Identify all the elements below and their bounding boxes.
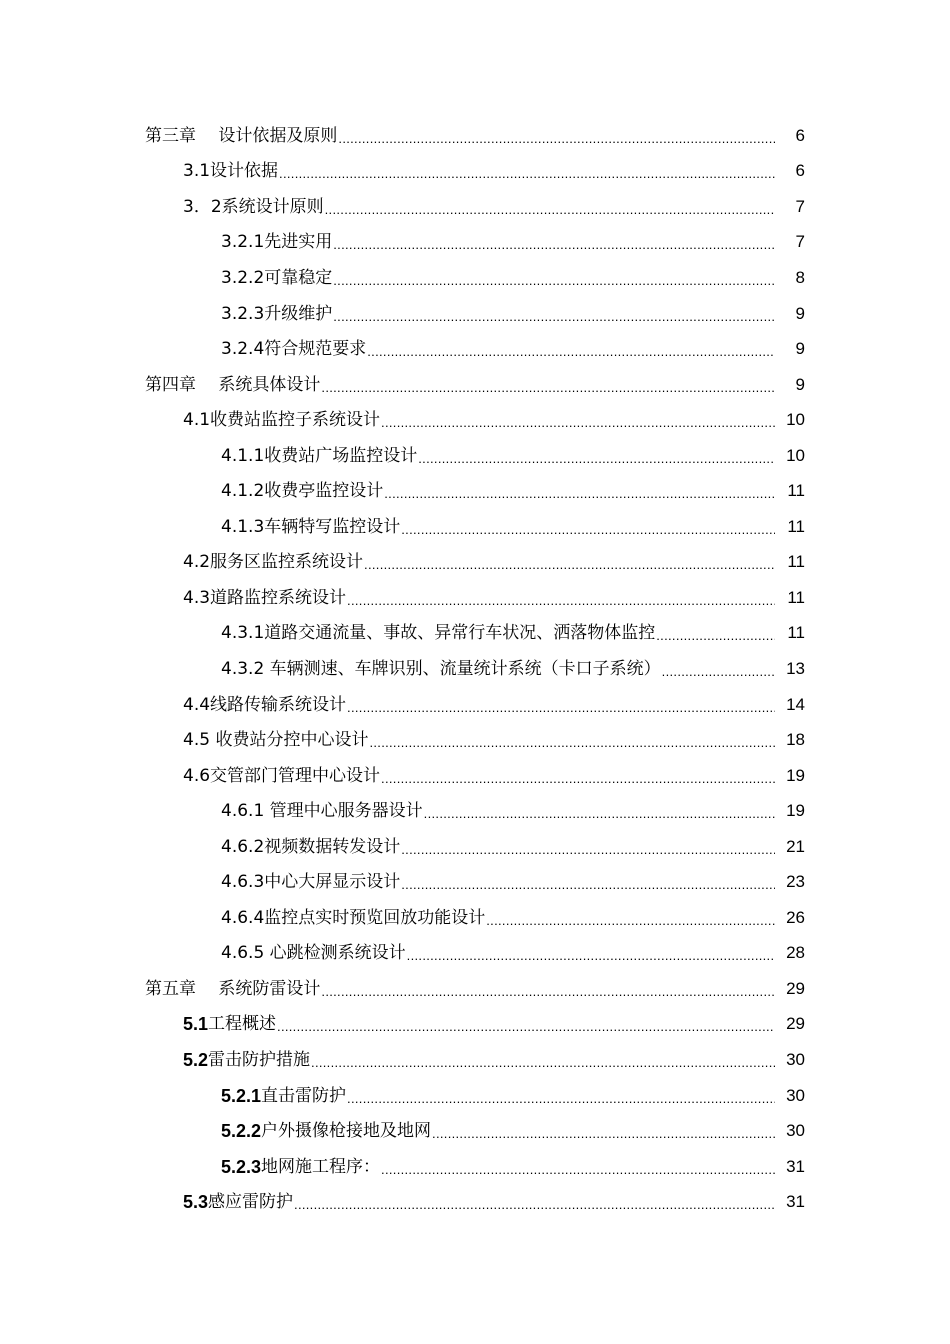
toc-entry-number: 3.2.2 bbox=[221, 267, 265, 288]
toc-entry-title: 系统设计原则 bbox=[221, 196, 324, 217]
toc-page-number: 31 bbox=[786, 1156, 805, 1176]
toc-entry[interactable] bbox=[0, 651, 950, 687]
toc-entry-number: 4.1.1 bbox=[221, 445, 265, 466]
toc-entry[interactable] bbox=[0, 260, 950, 296]
toc-entry-number: 5.1 bbox=[183, 1014, 209, 1035]
toc-entry-number: 4.2 bbox=[183, 552, 211, 573]
toc-entry-number: 3.1 bbox=[183, 161, 211, 182]
toc-entry-number: 4.3 bbox=[183, 587, 211, 608]
toc-dot-leader bbox=[662, 659, 775, 679]
toc-entry-title: 收费站广场监控设计 bbox=[264, 445, 418, 466]
toc-page-number: 11 bbox=[787, 516, 805, 536]
toc-entry-title: 感应雷防护 bbox=[208, 1192, 294, 1213]
toc-entry-title: 交管部门管理中心设计 bbox=[210, 765, 381, 786]
toc-dot-leader bbox=[367, 339, 775, 359]
toc-page-number: 9 bbox=[795, 303, 805, 323]
toc-entry-number: 4.1 bbox=[183, 410, 211, 431]
toc-dot-leader bbox=[279, 161, 775, 181]
toc-entry[interactable] bbox=[0, 367, 950, 403]
toc-entry[interactable] bbox=[0, 616, 950, 652]
toc-entry[interactable] bbox=[0, 1184, 950, 1220]
toc-entry[interactable] bbox=[0, 296, 950, 332]
toc-entry-number: 3.2.4 bbox=[221, 339, 265, 360]
toc-page-number: 11 bbox=[787, 587, 805, 607]
toc-entry-title: 雷击防护措施 bbox=[208, 1049, 311, 1070]
toc-entry[interactable] bbox=[0, 473, 950, 509]
toc-page-number: 11 bbox=[787, 552, 805, 572]
toc-page-number: 30 bbox=[786, 1049, 805, 1069]
toc-page-number: 9 bbox=[795, 339, 805, 359]
toc-entry-title bbox=[196, 126, 218, 146]
toc-entry-number: 5.2 bbox=[183, 1049, 209, 1070]
toc-entry-title: 监控点实时预览回放功能设计 bbox=[264, 907, 486, 928]
toc-dot-leader bbox=[424, 801, 775, 821]
toc-dot-leader bbox=[294, 1192, 775, 1212]
toc-entry-number: 4.6.2 bbox=[221, 836, 265, 857]
toc-dot-leader bbox=[325, 197, 775, 217]
toc-entry-title: 直击雷防护 bbox=[261, 1085, 347, 1106]
toc-dot-leader bbox=[333, 304, 775, 324]
toc-entry-title: 户外摄像枪接地及地网 bbox=[261, 1121, 432, 1142]
toc-entry[interactable] bbox=[0, 1007, 950, 1043]
toc-entry-number: 4.1.3 bbox=[221, 516, 265, 537]
toc-page-number: 14 bbox=[786, 694, 805, 714]
toc-entry-number: 4.6.5 bbox=[221, 943, 265, 964]
toc-dot-leader bbox=[347, 695, 775, 715]
toc-dot-leader bbox=[381, 410, 775, 430]
toc-entry[interactable] bbox=[0, 331, 950, 367]
toc-dot-leader bbox=[486, 908, 775, 928]
toc-entry[interactable] bbox=[0, 545, 950, 581]
toc-entry-number: 4.3.1 bbox=[221, 623, 265, 644]
toc-entry-number: 5.2.3 bbox=[221, 1156, 262, 1177]
toc-entry[interactable] bbox=[0, 687, 950, 723]
toc-dot-leader bbox=[333, 268, 775, 288]
toc-entry-title: 视频数据转发设计 bbox=[264, 836, 401, 857]
toc-page-number: 9 bbox=[795, 374, 805, 394]
toc-dot-leader bbox=[277, 1014, 775, 1034]
toc-entry-title: 道路监控系统设计 bbox=[210, 587, 347, 608]
toc-page-number: 30 bbox=[786, 1121, 805, 1141]
toc-page-number: 29 bbox=[786, 978, 805, 998]
toc-entry-number: 4.5 bbox=[183, 730, 211, 751]
toc-entry-number: 4.1.2 bbox=[221, 481, 265, 502]
toc-entry-number: 3.2.1 bbox=[221, 232, 265, 253]
toc-entry-number: 4.6.4 bbox=[221, 907, 265, 928]
toc-page-number: 29 bbox=[786, 1014, 805, 1034]
toc-entry-title: 系统具体设计 bbox=[218, 374, 321, 395]
toc-dot-leader bbox=[656, 623, 775, 643]
toc-entry-title: 管理中心服务器设计 bbox=[264, 801, 423, 822]
toc-dot-leader bbox=[407, 943, 775, 963]
toc-page-number: 19 bbox=[786, 801, 805, 821]
toc-entry-title: 心跳检测系统设计 bbox=[264, 943, 406, 964]
toc-page-number: 11 bbox=[787, 481, 805, 501]
toc-dot-leader bbox=[381, 766, 775, 786]
toc-page-number: 13 bbox=[786, 658, 805, 678]
toc-entry-title: 系统防雷设计 bbox=[218, 978, 321, 999]
toc-dot-leader bbox=[311, 1050, 775, 1070]
toc-dot-leader bbox=[333, 232, 775, 252]
toc-page-number: 30 bbox=[786, 1085, 805, 1105]
toc-entry[interactable] bbox=[0, 1042, 950, 1078]
toc-entry[interactable] bbox=[0, 864, 950, 900]
toc-dot-leader bbox=[418, 446, 775, 466]
toc-page-number: 6 bbox=[795, 125, 805, 145]
toc-entry-title: 线路传输系统设计 bbox=[210, 694, 347, 715]
table-of-contents bbox=[0, 118, 950, 1220]
toc-entry-title bbox=[196, 375, 218, 395]
toc-entry-title: 符合规范要求 bbox=[264, 339, 367, 360]
toc-page-number: 26 bbox=[786, 907, 805, 927]
toc-page-number: 28 bbox=[786, 943, 805, 963]
toc-entry[interactable] bbox=[0, 189, 950, 225]
toc-dot-leader bbox=[401, 517, 775, 537]
toc-entry-title: 道路交通流量、事故、异常行车状况、洒落物体监控 bbox=[264, 623, 656, 644]
toc-dot-leader bbox=[432, 1121, 775, 1141]
toc-entry-title: 设计依据 bbox=[210, 161, 279, 182]
toc-entry-title: 中心大屏显示设计 bbox=[264, 872, 401, 893]
toc-dot-leader bbox=[401, 872, 775, 892]
toc-page-number: 10 bbox=[786, 410, 805, 430]
toc-entry[interactable] bbox=[0, 154, 950, 190]
toc-entry-title: 工程概述 bbox=[208, 1014, 277, 1035]
toc-entry-number: 第五章 bbox=[145, 978, 196, 999]
toc-entry[interactable] bbox=[0, 580, 950, 616]
toc-entry-title bbox=[196, 979, 218, 999]
toc-dot-leader bbox=[321, 979, 775, 999]
toc-dot-leader bbox=[369, 730, 775, 750]
toc-entry[interactable] bbox=[0, 402, 950, 438]
toc-entry-number: 5.2.2 bbox=[221, 1121, 262, 1142]
toc-entry-title: 车辆特写监控设计 bbox=[264, 516, 401, 537]
toc-entry[interactable] bbox=[0, 936, 950, 972]
toc-entry[interactable] bbox=[0, 118, 950, 154]
toc-entry-title: 设计依据及原则 bbox=[218, 125, 338, 146]
toc-dot-leader bbox=[384, 481, 775, 501]
toc-entry-title: 服务区监控系统设计 bbox=[210, 552, 364, 573]
toc-entry-number: 4.3.2 bbox=[221, 658, 265, 679]
toc-entry-title: 地网施工程序： bbox=[261, 1156, 381, 1177]
toc-page-number: 19 bbox=[786, 765, 805, 785]
toc-page-number: 31 bbox=[786, 1192, 805, 1212]
toc-dot-leader bbox=[321, 375, 775, 395]
toc-entry[interactable] bbox=[0, 971, 950, 1007]
toc-dot-leader bbox=[347, 588, 775, 608]
toc-entry[interactable] bbox=[0, 1113, 950, 1149]
toc-entry[interactable] bbox=[0, 722, 950, 758]
toc-page-number: 8 bbox=[795, 267, 805, 287]
toc-entry-number: 4.6.1 bbox=[221, 801, 265, 822]
toc-page-number: 23 bbox=[786, 872, 805, 892]
toc-entry-title: 车辆测速、车牌识别、流量统计系统（卡口子系统） bbox=[264, 658, 661, 679]
toc-page-number: 6 bbox=[795, 161, 805, 181]
toc-entry-title: 收费站分控中心设计 bbox=[210, 730, 369, 751]
toc-dot-leader bbox=[347, 1086, 775, 1106]
toc-entry-number: 第四章 bbox=[145, 374, 196, 395]
toc-entry-number: 第三章 bbox=[145, 125, 196, 146]
toc-dot-leader bbox=[338, 126, 775, 146]
toc-page-number: 7 bbox=[795, 232, 805, 252]
toc-entry[interactable] bbox=[0, 1149, 950, 1185]
toc-entry[interactable] bbox=[0, 225, 950, 261]
toc-entry-title: 可靠稳定 bbox=[264, 267, 333, 288]
toc-page-number: 11 bbox=[787, 623, 805, 643]
toc-entry-number: 4.6 bbox=[183, 765, 211, 786]
toc-dot-leader bbox=[381, 1157, 775, 1177]
toc-entry[interactable] bbox=[0, 793, 950, 829]
toc-dot-leader bbox=[364, 552, 775, 572]
toc-entry[interactable] bbox=[0, 900, 950, 936]
toc-page-number: 7 bbox=[795, 196, 805, 216]
toc-entry-title: 先进实用 bbox=[264, 232, 333, 253]
toc-entry-number: 3.2.3 bbox=[221, 303, 265, 324]
toc-entry-number: 3．2 bbox=[183, 196, 222, 217]
toc-entry[interactable] bbox=[0, 758, 950, 794]
toc-entry-number: 5.3 bbox=[183, 1192, 209, 1213]
toc-page-number: 21 bbox=[786, 836, 805, 856]
toc-entry-title: 升级维护 bbox=[264, 303, 333, 324]
toc-entry[interactable] bbox=[0, 829, 950, 865]
toc-dot-leader bbox=[401, 837, 775, 857]
toc-entry-title: 收费亭监控设计 bbox=[264, 481, 384, 502]
toc-entry-number: 4.6.3 bbox=[221, 872, 265, 893]
toc-entry-title: 收费站监控子系统设计 bbox=[210, 410, 381, 431]
toc-entry[interactable] bbox=[0, 1078, 950, 1114]
toc-entry-number: 5.2.1 bbox=[221, 1085, 262, 1106]
toc-entry[interactable] bbox=[0, 509, 950, 545]
toc-entry[interactable] bbox=[0, 438, 950, 474]
toc-page-number: 18 bbox=[786, 730, 805, 750]
toc-page-number: 10 bbox=[786, 445, 805, 465]
toc-entry-number: 4.4 bbox=[183, 694, 211, 715]
